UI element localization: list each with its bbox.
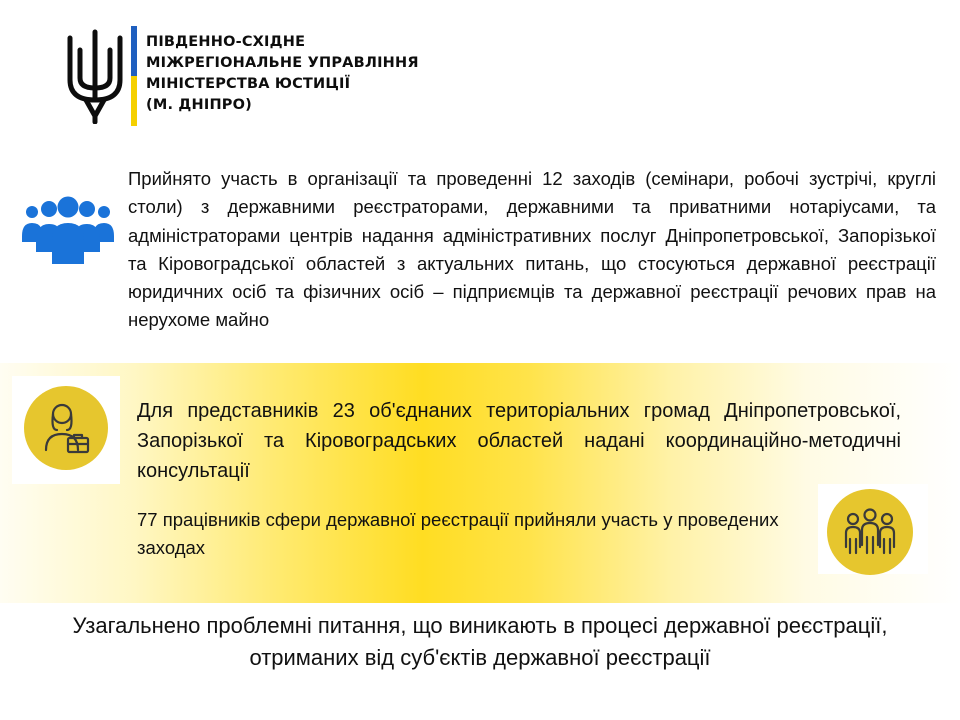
ministry-name <box>146 32 419 116</box>
events-paragraph: Прийнято участь в організації та проведенні 12 заходів (семінари, робочі зустрічі, круглі столи) з державними реєстраторами, державними та приватними нотаріусами, та адміністраторами центрів надання адміністративних послуг Дніпропетровської, Запорізької та Кіровоградської областей з актуальних питань, що стосуються державної реєстрації юридичних осіб та фізичних осіб – підприємців та державної реєстрації речових прав на нерухоме майно <box>128 168 936 331</box>
ministry-name-line-3: МІНІСТЕРСТВА ЮСТИЦІЇ <box>146 76 351 92</box>
participants-paragraph: 77 працівників сфери державної реєстрації прийняли участь у проведених заходах <box>137 509 779 558</box>
consultant-icon-badge <box>24 386 108 470</box>
consultant-with-briefcase-icon <box>24 386 108 470</box>
people-group-icon <box>22 196 114 264</box>
flag-bar <box>131 26 137 126</box>
ministry-name-line-2: МІЖРЕГІОНАЛЬНЕ УПРАВЛІННЯ <box>146 55 419 71</box>
ministry-name-line-4: (М. ДНІПРО) <box>146 97 252 113</box>
workers-group-icon <box>827 489 913 575</box>
ministry-logo <box>60 22 440 128</box>
workers-icon-badge <box>827 489 913 575</box>
trident-emblem-icon <box>64 28 126 124</box>
ministry-name-line-1: ПІВДЕННО-СХІДНЕ <box>146 34 306 50</box>
consultations-paragraph: Для представників 23 об'єднаних територіальних громад Дніпропетровської, Запорізької та Кіровоградських областей надані координаційно-методичні консультації <box>137 400 901 482</box>
summary-paragraph: Узагальнено проблемні питання, що виникають в процесі державної реєстрації, отриманих від суб'єктів державної реєстрації <box>72 613 888 670</box>
